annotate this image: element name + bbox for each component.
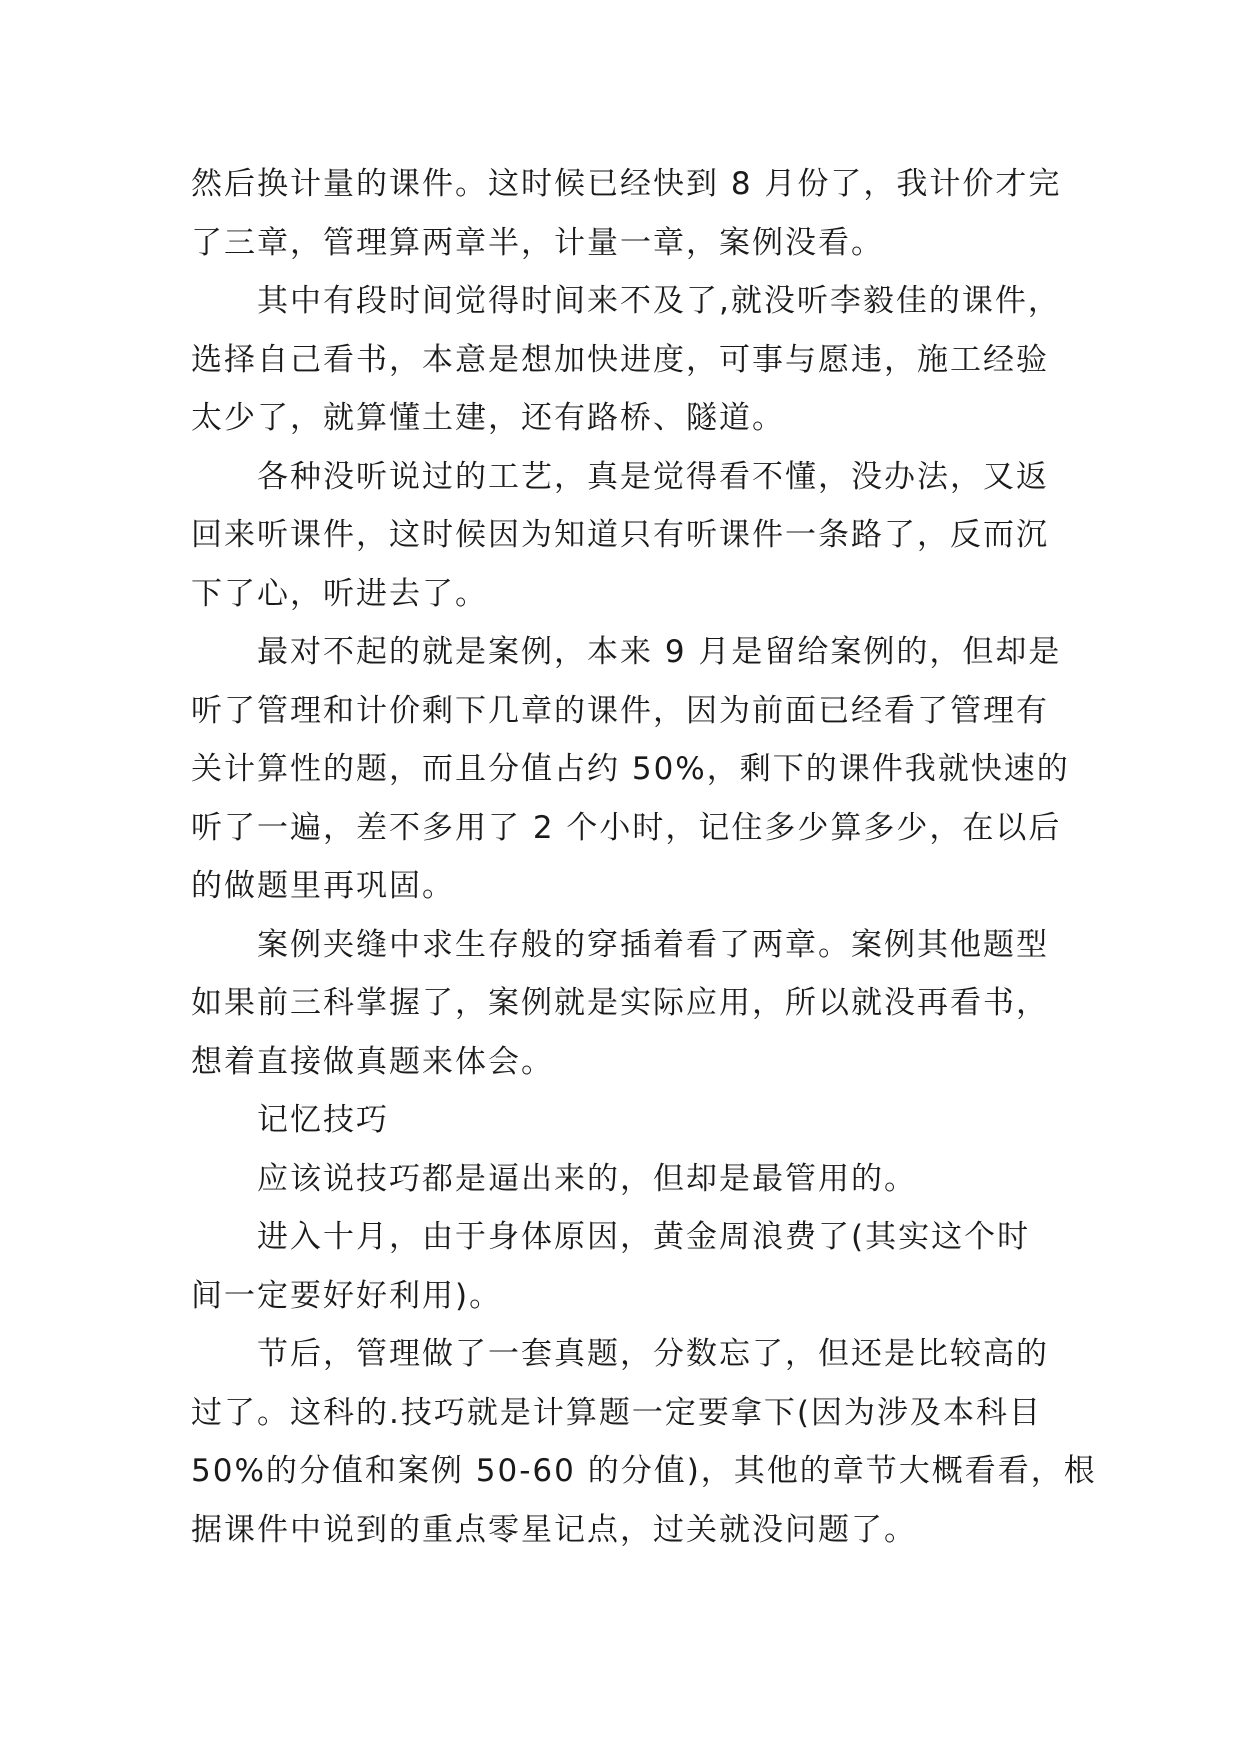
text-line: 节后，管理做了一套真题，分数忘了，但还是比较高的 [257,1336,1049,1372]
text-line: 进入十月，由于身体原因，黄金周浪费了(其实这个时 [257,1219,1031,1255]
text-line: 听了一遍，差不多用了 2 个小时，记住多少算多少，在以后 [191,809,1062,846]
text-line: 了三章，管理算两章半，计量一章，案例没看。 [191,224,884,261]
text-line: 想着直接做真题来体会。 [191,1043,554,1080]
text-line: 记忆技巧 [257,1102,389,1138]
text-line: 案例夹缝中求生存般的穿插着看了两章。案例其他题型 [257,926,1049,963]
text-line: 太少了，就算懂土建，还有路桥、隧道。 [191,400,785,436]
text-line: 其中有段时间觉得时间来不及了,就没听李毅佳的课件， [257,283,1061,319]
text-line: 回来听课件，这时候因为知道只有听课件一条路了，反而沉 [191,517,1049,553]
text-line: 应该说技巧都是逼出来的，但却是最管用的。 [257,1160,917,1197]
text-line: 的做题里再巩固。 [191,868,455,904]
text-line: 各种没听说过的工艺，真是觉得看不懂，没办法，又返 [257,458,1049,495]
text-line: 选择自己看书，本意是想加快进度，可事与愿违，施工经验 [191,341,1049,378]
text-line: 间一定要好好利用)。 [191,1277,503,1314]
text-line: 最对不起的就是案例，本来 9 月是留给案例的，但却是 [257,634,1062,670]
text-line: 然后换计量的课件。这时候已经快到 8 月份了，我计价才完 [191,166,1062,202]
body-text [191,155,1097,1559]
text-line: 关计算性的题，而且分值占约 50%，剩下的课件我就快速的 [191,751,1070,787]
text-line: 如果前三科掌握了，案例就是实际应用，所以就没再看书， [191,985,1049,1021]
text-line: 听了管理和计价剩下几章的课件，因为前面已经看了管理有 [191,692,1049,729]
text-line: 下了心，听进去了。 [191,575,488,612]
text-line: 50%的分值和案例 50-60 的分值)，其他的章节大概看看，根 [191,1453,1097,1489]
text-line: 据课件中说到的重点零星记点，过关就没问题了。 [191,1511,917,1548]
text-line: 过了。这科的.技巧就是计算题一定要拿下(因为涉及本科目 [191,1394,1042,1431]
